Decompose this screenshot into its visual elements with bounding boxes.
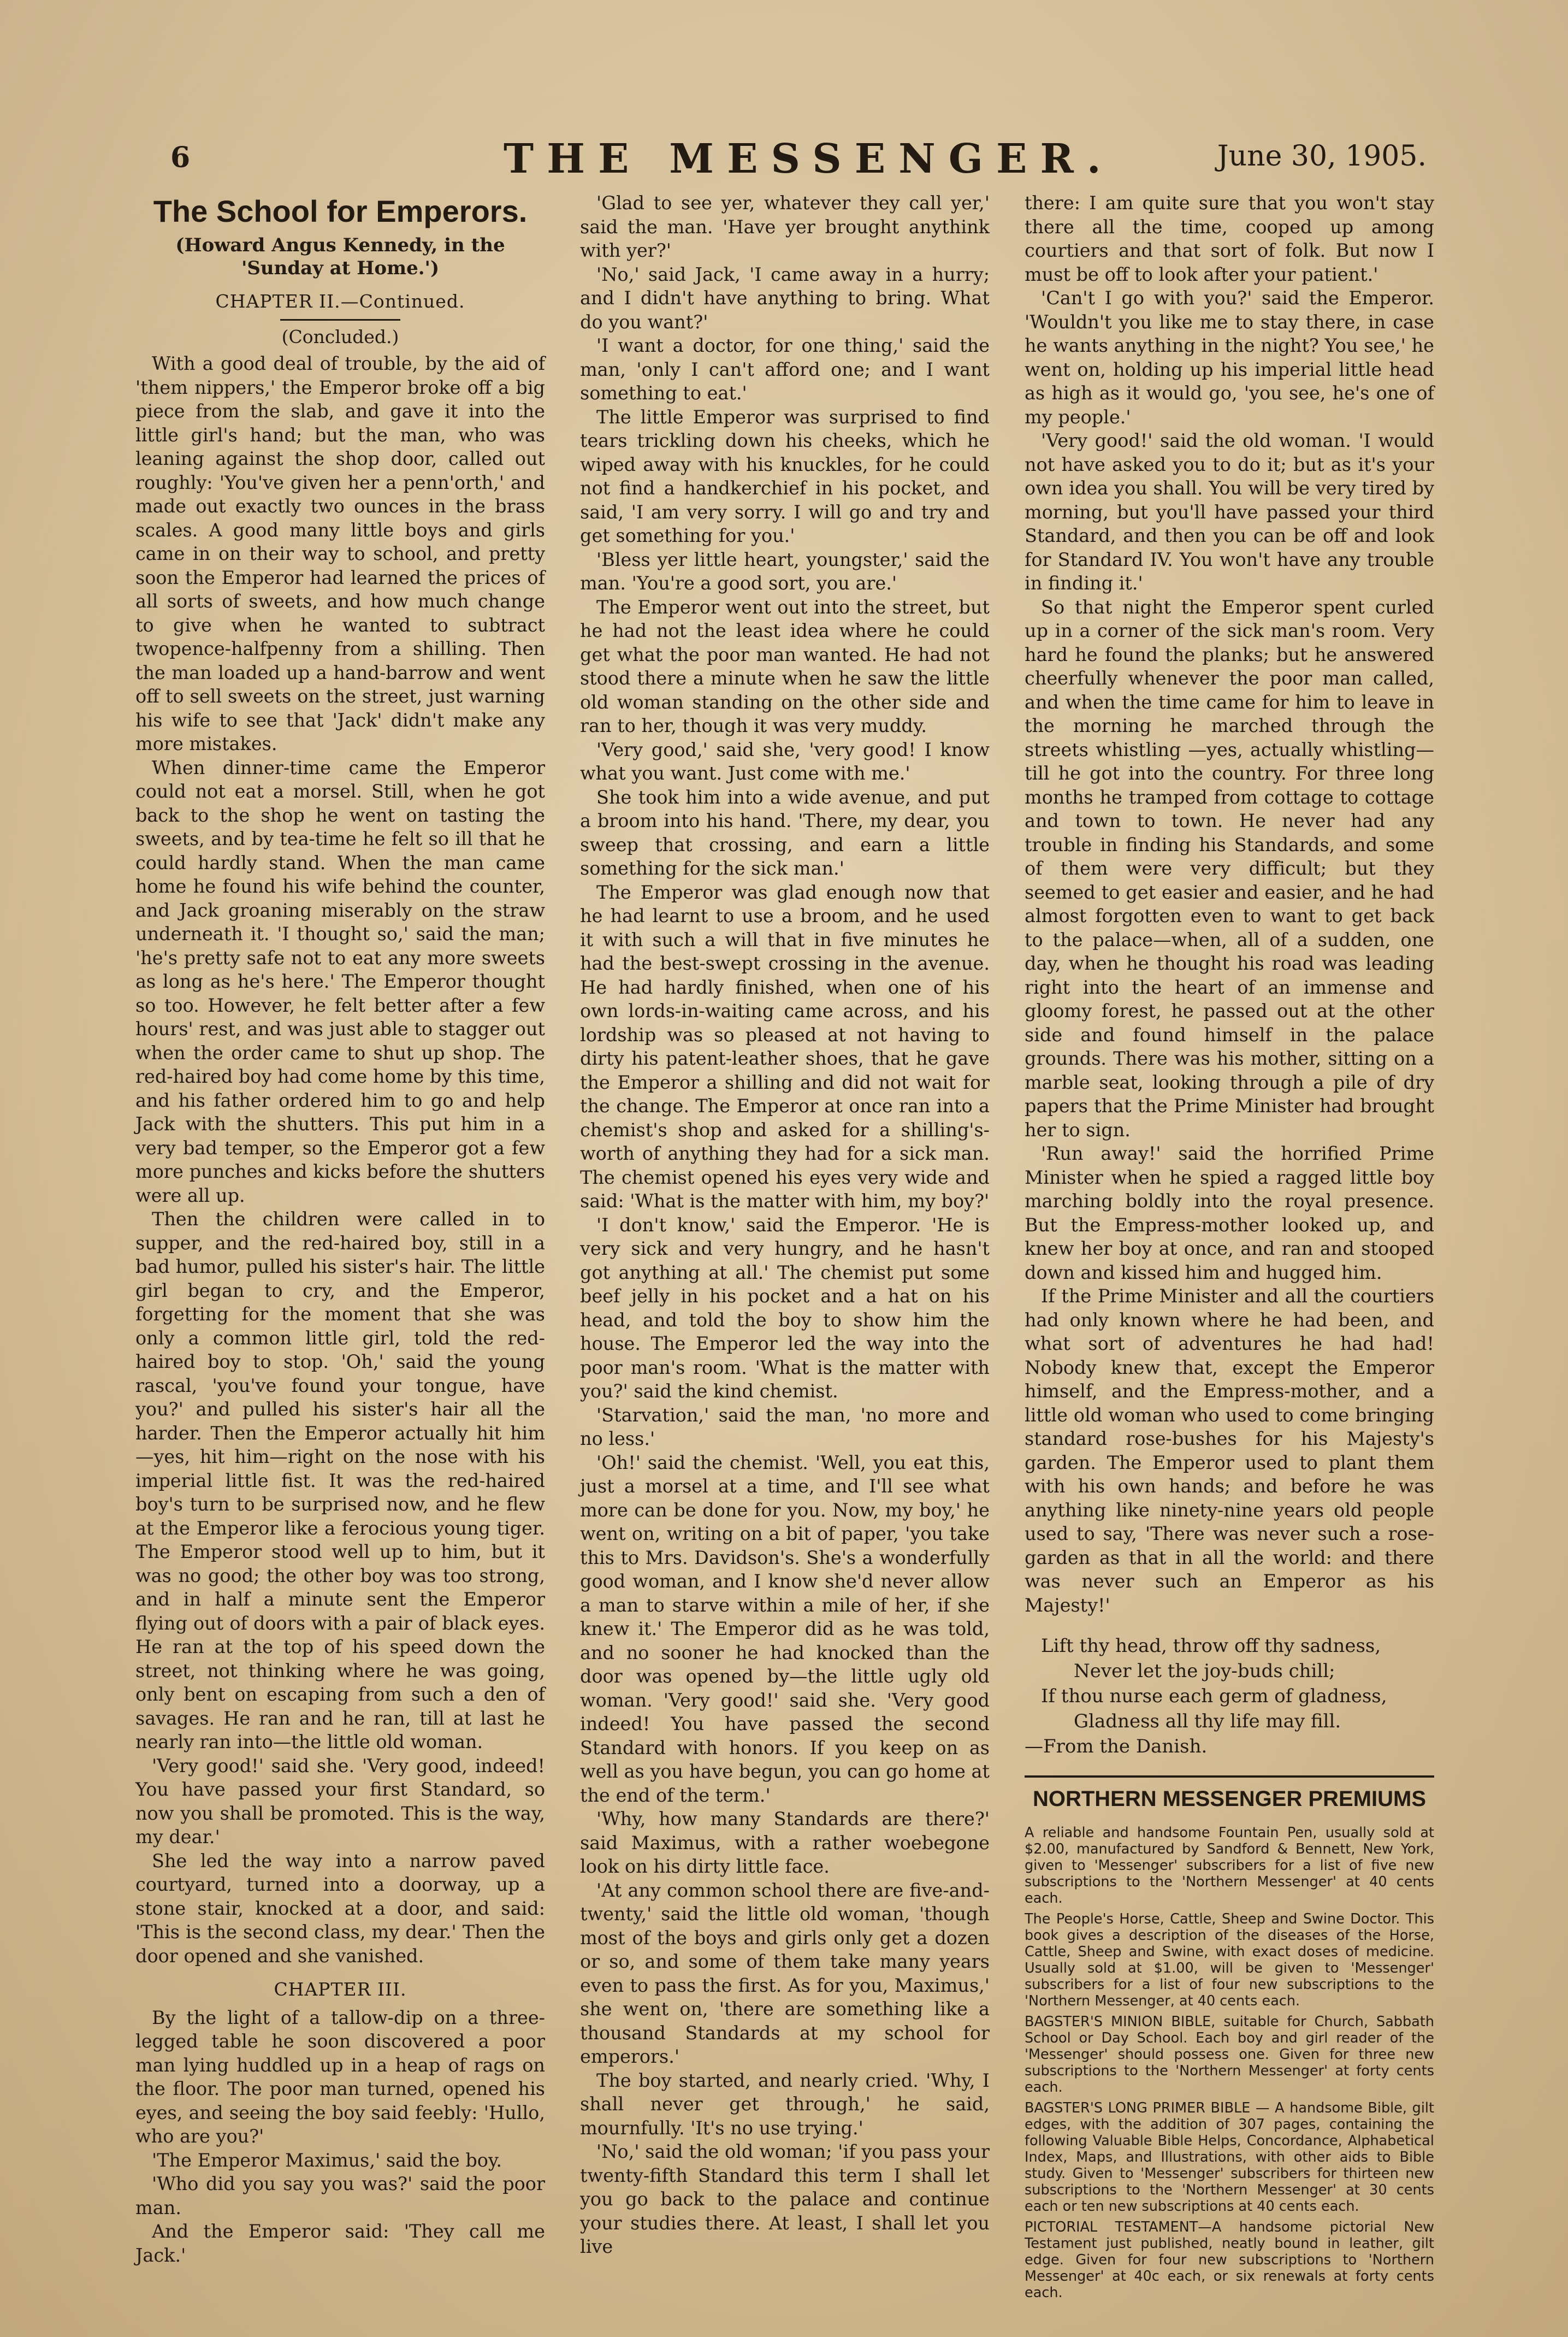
page-number: 6 [170, 141, 191, 174]
paragraph: And the Emperor said: 'They call me Jack.' [135, 2221, 545, 2266]
paragraph: 'Why, how many Standards are there?' said Maximus, with a rather woebegone look on his dirty little face. [580, 1808, 990, 1877]
poem-line: Lift thy head, throw off thy sadness, [1041, 1635, 1381, 1657]
paragraph: The boy started, and nearly cried. 'Why, I shall never get through,' he said, mournfully. 'It's no use trying.' [580, 2069, 990, 2139]
paragraph: The little Emperor was surprised to find tears trickling down his cheeks, which he wiped away with his knuckles, for he could not find a handkerchief in his pocket, and said, 'I am very sorry. I will go and try and get something for you.' [580, 406, 990, 546]
premium-item: PICTORIAL TESTAMENT—A handsome pictorial New Testament just published, neatly bound in leather, gilt edge. Given for four new subscriptions to 'Northern Messenger' at 40c each, or six renewals at forty cents each. [1025, 2218, 1434, 2301]
poem [1025, 1633, 1434, 1759]
concluded-label: (Concluded.) [281, 326, 399, 347]
premium-item: BAGSTER'S LONG PRIMER BIBLE — A handsome Bible, gilt edges, with the addition of 307 pages, containing the following Valuable Bible Helps, Concordance, Alphabetical Index, Maps, and Illustrations, with other aids to Bible study. Given to 'Messenger' subscribers for thirteen new subscriptions to the 'Northern Messenger' at 30 cents each or ten new subscriptions at 40 cents each. [1025, 2099, 1434, 2215]
paragraph: 'Very good!' said she. 'Very good, indeed! You have passed your first Standard, so now you shall be promoted. This is the way, my dear.' [135, 1755, 545, 1848]
column-1 [135, 191, 545, 2267]
premium-item: BAGSTER'S MINION BIBLE, suitable for Church, Sabbath School or Day School. Each boy and girl reader of the 'Messenger' should possess one. Given for three new subscriptions to the 'Northern Messenger' at forty cents each. [1025, 2013, 1434, 2096]
column-3 [1025, 191, 1434, 2301]
article-columns [135, 191, 1435, 2301]
paragraph: 'Bless yer little heart, youngster,' said the man. 'You're a good sort, you are.' [580, 548, 990, 594]
paragraph: So that night the Emperor spent curled up in a corner of the sick man's room. Very hard he found the planks; but he answered cheerfully whenever the poor man called, and when the time came for him to leave in the morning he marched through the streets whistling —yes, actually whistling—till he got into the country. For three long months he tramped from cottage to cottage and town to town. He never had any trouble in finding his Standards, and some of them were very difficult; but they seemed to get easier and easier, and he had almost forgotten even to want to get back to the palace—when, all of a sudden, one day, when he thought his road was leading right into the heart of an immense and gloomy forest, he passed out at the other side and found himself in the palace grounds. There was his mother, sitting on a marble seat, looking through a pile of dry papers that the Prime Minister had brought her to sign. [1025, 596, 1434, 1141]
masthead: THE MESSENGER. [504, 135, 1114, 182]
page-header [170, 135, 1427, 196]
paragraph: She led the way into a narrow paved courtyard, turned into a doorway, up a stone stair, knocked at a door, and said: 'This is the second class, my dear.' Then the door opened and she vanished. [135, 1850, 545, 1967]
story-title: The School for Emperors. [153, 194, 528, 228]
paragraph: 'Glad to see yer, whatever they call yer,' said the man. 'Have yer brought anythink with yer?' [580, 192, 990, 261]
paragraph: 'The Emperor Maximus,' said the boy. [152, 2149, 502, 2171]
premium-item: The People's Horse, Cattle, Sheep and Swine Doctor. This book gives a description of the diseases of the Horse, Cattle, Sheep and Swine, with exact doses of medicine. Usually sold at $1.00, will be given to 'Messenger' subscribers for a list of four new subscriptions to the 'Northern Messenger, at 40 cents each. [1025, 1910, 1434, 2009]
paragraph: 'Run away!' said the horrified Prime Minister when he spied a ragged little boy marching boldly into the royal presence. But the Empress-mother looked up, and knew her boy at once, and ran and stooped down and kissed him and hugged him. [1025, 1143, 1434, 1283]
paragraph: 'Starvation,' said the man, 'no more and no less.' [580, 1404, 990, 1449]
premium-item: A reliable and handsome Fountain Pen, usually sold at $2.00, manufactured by Sandford & Bennett, New York, given to 'Messenger' subscribers for a list of five new subscriptions to the 'Northern Messenger' at 40 cents each. [1025, 1824, 1434, 1907]
paragraph: 'Can't I go with you?' said the Emperor. 'Wouldn't you like me to stay there, in case he wants anything in the night? You see,' he went on, holding up his imperial little head as high as it would go, 'you see, he's one of my people.' [1025, 287, 1434, 428]
premiums-heading: NORTHERN MESSENGER PREMIUMS [1025, 1775, 1434, 1819]
paragraph: 'Very good!' said the old woman. 'I would not have asked you to do it; but as it's your own idea you shall. You will be very tired by morning, but you'll have passed your third Standard, and then you can be off and look for Standard IV. You won't have any trouble in finding it.' [1025, 430, 1434, 594]
column-2 [580, 191, 990, 2267]
paragraph: 'I want a doctor, for one thing,' said the man, 'only I can't afford one; and I want something to eat.' [580, 335, 990, 404]
paragraph: If the Prime Minister and all the courtiers had only known where he had been, and what sort of adventures he had had! Nobody knew that, except the Emperor himself, and the Empress-mother, and a little old woman who used to come bringing standard rose-bushes for his Majesty's garden. The Emperor used to plant them with his own hands; and before he was anything like ninety-nine years old people used to say, 'There was never such a rose-garden as that in all the world: and there was never such an Emperor as his Majesty!' [1025, 1285, 1434, 1616]
paragraph: When dinner-time came the Emperor could not eat a morsel. Still, when he got back to the shop he went on tasting the sweets, and by tea-time he felt so ill that he could hardly stand. When the man came home he found his wife behind the counter, and Jack groaning miserably on the straw underneath it. 'I thought so,' said the man; 'he's pretty safe not to eat any more sweets as long as he's here.' The Emperor thought so too. However, he felt better after a few hours' rest, and was just able to stagger out when the order came to shut up shop. The red-haired boy had come home by this time, and his father ordered him to go and help Jack with the shutters. This put him in a very bad temper, so the Emperor got a few more punches and kicks before the shutters were all up. [135, 757, 545, 1206]
paragraph: 'Very good,' said she, 'very good! I know what you want. Just come with me.' [580, 739, 990, 784]
paragraph: 'I don't know,' said the Emperor. 'He is very sick and very hungry, and he hasn't got anything at all.' The chemist put some beef jelly in his pocket and a hat on his head, and told the boy to show him the house. The Emperor led the way into the poor man's room. 'What is the matter with you?' said the kind chemist. [580, 1214, 990, 1402]
poem-line: If thou nurse each germ of gladness, [1041, 1685, 1387, 1707]
paragraph: 'At any common school there are five-and-twenty,' said the little old woman, 'though most of the boys and girls only get a dozen or so, and some of them take many years even to pass the first. As for you, Maximus,' she went on, 'there are something like a thousand Standards at my school for emperors.' [580, 1879, 990, 2067]
story-byline: (Howard Angus Kennedy, in the 'Sunday at Home.') [175, 234, 505, 279]
paragraph: Then the children were called in to supper, and the red-haired boy, still in a bad humor, pulled his sister's hair. The little girl began to cry, and the Emperor, forgetting for the moment that she was only a common little girl, told the red-haired boy to stop. 'Oh,' said the young rascal, 'you've found your tongue, have you?' and pulled his sister's hair all the harder. Then the Emperor actually hit him—yes, hit him—right on the nose with his imperial little fist. It was the red-haired boy's turn to be surprised now, and he flew at the Emperor like a ferocious young tiger. The Emperor stood well up to him, but it was no good; the other boy was too strong, and in half a minute sent the Emperor flying out of doors with a pair of black eyes. He ran at the top of his speed down the street, not thinking where he was going, only bent on escaping from such a den of savages. He ran and he ran, till at last he nearly ran into—the little old woman. [135, 1208, 545, 1752]
paragraph: there: I am quite sure that you won't stay there all the time, cooped up among courtiers and that sort of folk. But now I must be off to look after your patient.' [1025, 192, 1434, 285]
paragraph: The Emperor was glad enough now that he had learnt to use a broom, and he used it with such a will that in five minutes he had the best-swept crossing in the avenue. He had hardly finished, when one of his own lords-in-waiting came across, and his lordship was so pleased at not having to dirty his patent-leather shoes, that he gave the Emperor a shilling and did not wait for the change. The Emperor at once ran into a chemist's shop and asked for a shilling's-worth of anything they had for a sick man. The chemist opened his eyes very wide and said: 'What is the matter with him, my boy?' [580, 881, 990, 1212]
paragraph: 'No,' said Jack, 'I came away in a hurry; and I didn't have anything to bring. What do you want?' [580, 263, 990, 333]
paragraph: With a good deal of trouble, by the aid of 'them nippers,' the Emperor broke off a big piece from the slab, and gave it into the little girl's hand; but the man, who was leaning against the shop door, called out roughly: 'You've given her a penn'orth,' and made out exactly two ounces in the brass scales. A good many little boys and girls came in on their way to school, and pretty soon the Emperor had learned the prices of all sorts of sweets, and how much change to give when he wanted to subtract twopence-halfpenny from a shilling. Then the man loaded up a hand-barrow and went off to sell sweets on the street, just warning his wife to see that 'Jack' didn't make any more mistakes. [135, 353, 545, 754]
paragraph: 'Oh!' said the chemist. 'Well, you eat this, just a morsel at a time, and I'll see what more can be done for you. Now, my boy,' he went on, writing on a bit of paper, 'you take this to Mrs. Davidson's. She's a wonderfully good woman, and I know she'd never allow a man to starve within a mile of her, if she knew it.' The Emperor did as he was told, and no sooner he had knocked than the door was opened by—the little ugly old woman. 'Very good!' said she. 'Very good indeed! You have passed the second Standard with honors. If you keep on as well as you have begun, you can go home at the end of the term.' [580, 1451, 990, 1806]
paragraph: The Emperor went out into the street, but he had not the least idea where he could get what the poor man wanted. He had not stood there a minute when he saw the little old woman standing on the other side and ran to her, though it was very muddy. [580, 596, 990, 736]
paragraph: She took him into a wide avenue, and put a broom into his hand. 'There, my dear, you sweep that crossing, and earn a little something for the sick man.' [580, 786, 990, 879]
paragraph: 'No,' said the old woman; 'if you pass your twenty-fifth Standard this term I shall let you go back to the palace and continue your studies there. At least, I shall let you live [580, 2141, 990, 2257]
paragraph: By the light of a tallow-dip on a three-legged table he soon discovered a poor man lying huddled up in a heap of rags on the floor. The poor man turned, opened his eyes, and seeing the boy said feebly: 'Hullo, who are you?' [135, 2006, 545, 2147]
chapter-heading: CHAPTER III. [274, 1979, 407, 2000]
poem-line: Gladness all thy life may fill. [1074, 1710, 1341, 1732]
issue-date: June 30, 1905. [1217, 140, 1427, 173]
paragraph: 'Who did you say you was?' said the poor man. [135, 2173, 545, 2218]
poem-line: Never let the joy-buds chill; [1074, 1660, 1335, 1682]
poem-source: —From the Danish. [1025, 1736, 1208, 1757]
chapter-heading: CHAPTER II.—Continued. [135, 290, 545, 321]
